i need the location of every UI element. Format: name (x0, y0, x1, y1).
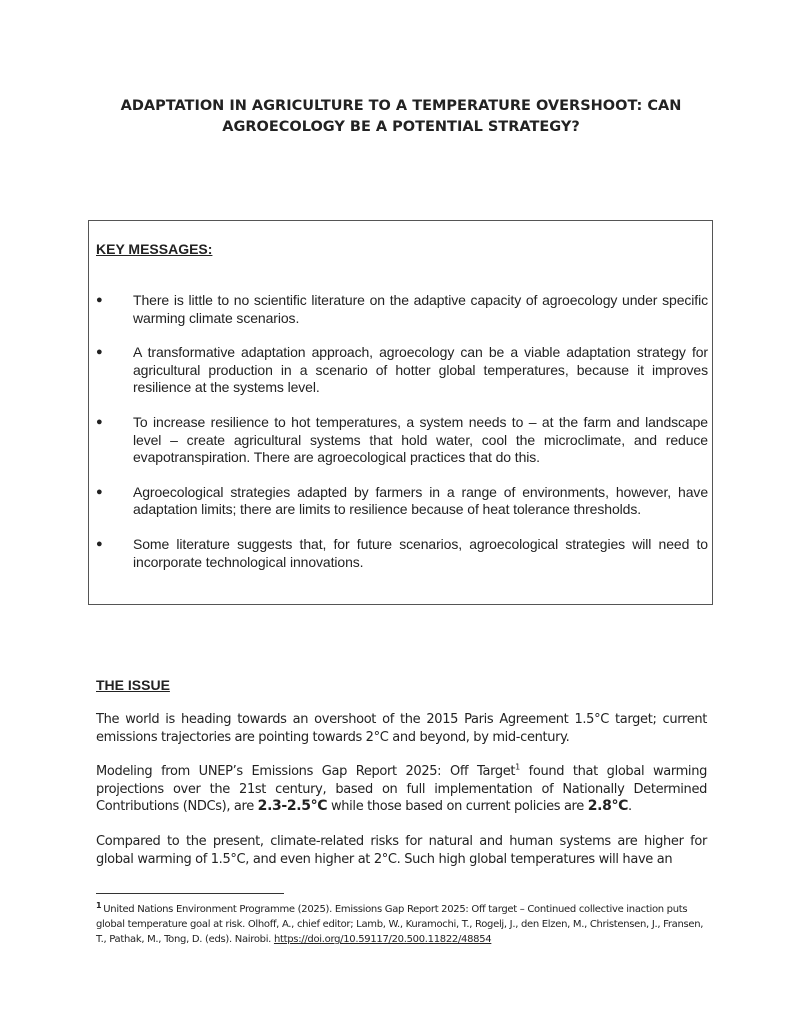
bullet-icon: ● (96, 346, 103, 359)
p2-text-d: . (628, 799, 632, 815)
key-message-text: A transformative adaptation approach, agroecology can be a viable adaptation strategy for agricultural production in a scenario of hotter global temperatures, because it improves resilience at the systems level. (133, 344, 708, 396)
issue-heading: THE ISSUE (96, 677, 170, 693)
bullet-icon: ● (96, 415, 103, 428)
footnote-doi-link[interactable]: https://doi.org/10.59117/20.500.11822/48854 (273, 934, 492, 945)
key-message-text: To increase resilience to hot temperatures, a system needs to – at the farm and landscape level – create agricultural systems that hold water, cool the microclimate, and reduce evapotranspiration. There are agroecological practices that do this. (133, 413, 708, 466)
key-message-item (96, 292, 708, 327)
bullet-icon: ● (96, 294, 103, 306)
issue-paragraph-3: Compared to the present, climate-related risks for natural and human systems are higher for global warming of 1.5°C, and even higher at 2°C. Such high global temperatures will have an (96, 834, 707, 867)
key-message-item (96, 344, 708, 397)
current-policy-warming-value: 2.8°C (587, 798, 629, 815)
key-messages-box (88, 220, 713, 605)
key-message-text: Some literature suggests that, for future scenarios, agroecological strategies will need to incorporate technological innovations. (133, 535, 708, 570)
footnote-text: United Nations Environment Programme (2025). Emissions Gap Report 2025: Off target – Continued collective inaction puts global temperature goal at risk. Olhoff, A., chief editor; Lamb, W., Kuramochi, T., Rogelj, J., den Elzen, M., Christensen, J., Fransen, T., Pathak, M., Tong, D. (eds). Nairobi. (96, 904, 704, 945)
footnote-ref[interactable]: 1 (515, 762, 520, 772)
issue-paragraph-2 (96, 763, 707, 816)
footnote (96, 902, 708, 947)
p2-text-c: while those based on current policies are (327, 799, 588, 815)
key-message-text: There is little to no scientific literature on the adaptive capacity of agroecology under specific warming climate scenarios. (133, 292, 708, 326)
key-messages-heading: KEY MESSAGES: (96, 241, 213, 257)
key-message-item (96, 414, 708, 467)
key-message-item (96, 536, 708, 571)
bullet-icon: ● (96, 485, 103, 498)
key-message-text: Agroecological strategies adapted by farmers in a range of environments, however, have adaptation limits; there are limits to resilience because of heat tolerance thresholds. (133, 483, 708, 518)
key-messages-list (96, 292, 708, 588)
key-message-item (96, 484, 708, 519)
issue-paragraph-1: The world is heading towards an overshoot of the 2015 Paris Agreement 1.5°C target; current emissions trajectories are pointing towards 2°C and beyond, by mid-century. (96, 712, 707, 745)
ndc-warming-value: 2.3-2.5°C (257, 798, 328, 815)
bullet-icon: ● (96, 537, 103, 550)
footnote-number: 1 (96, 900, 102, 910)
document-title (96, 96, 706, 138)
p2-text-b: found that global warming projections over the 21st century, based on full implementation of Nationally Determined Contributions (NDCs), are (96, 764, 707, 815)
title-line-2: AGROECOLOGY BE A POTENTIAL STRATEGY? (222, 119, 580, 135)
footnote-divider (96, 893, 284, 894)
p2-text-a: Modeling from UNEP’s Emissions Gap Report 2025: Off Target (96, 764, 516, 779)
title-line-1: ADAPTATION IN AGRICULTURE TO A TEMPERATURE OVERSHOOT: CAN (120, 98, 682, 114)
